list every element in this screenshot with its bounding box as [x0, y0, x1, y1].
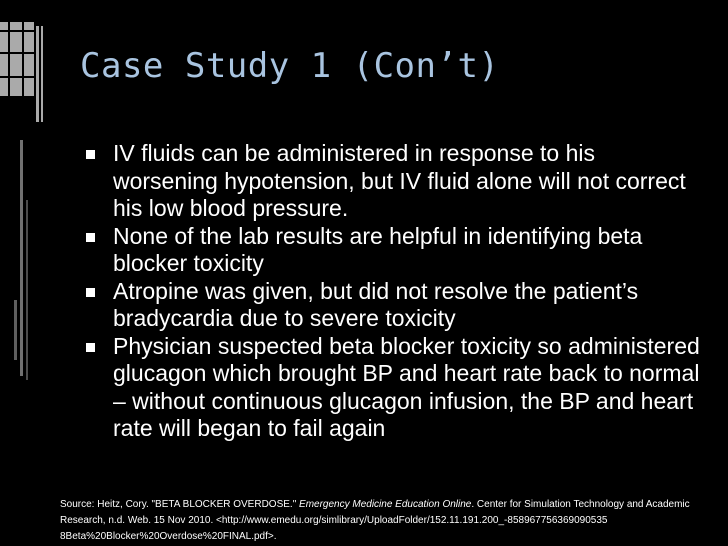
source-citation — [60, 497, 720, 545]
list-item — [86, 140, 706, 223]
source-prefix: Source: Heitz, Cory. "BETA BLOCKER OVERDOSE." — [60, 499, 300, 510]
square-bullet-icon — [86, 233, 95, 242]
page-title: Case Study 1 (Con’t) — [80, 46, 500, 86]
square-bullet-icon — [86, 150, 95, 159]
bullet-text: None of the lab results are helpful in identifying beta blocker toxicity — [113, 222, 643, 276]
bullet-list — [86, 140, 706, 443]
side-line — [20, 140, 23, 376]
side-line — [14, 300, 17, 360]
source-journal: Emergency Medicine Education Online — [299, 499, 472, 510]
square-bullet-icon — [86, 288, 95, 297]
bullet-text: Physician suspected beta blocker toxicity so administered glucagon which brought BP and heart rate back to normal – without continuous glucagon infusion, the BP and heart rate will began to fail again — [113, 332, 700, 441]
list-item — [86, 278, 706, 333]
side-line — [26, 200, 28, 380]
list-item — [86, 333, 706, 443]
list-item — [86, 223, 706, 278]
bullet-text: Atropine was given, but did not resolve the patient’s bradycardia due to severe toxicity — [113, 277, 639, 331]
bullet-text: IV fluids can be administered in response to his worsening hypotension, but IV fluid alone will not correct his low blood pressure. — [113, 140, 686, 221]
square-bullet-icon — [86, 343, 95, 352]
source-suffix: . Center for Simulation Technology and Academic Research, n.d. Web. 15 Nov 2010. <http://www.emedu.org/simlibrary/UploadFolder/152.11.191.200_-858967756369090535 8Beta%20Blocker%20Overdose%20FINAL.pdf>. — [60, 499, 690, 542]
decorative-grid-icon — [0, 22, 44, 126]
